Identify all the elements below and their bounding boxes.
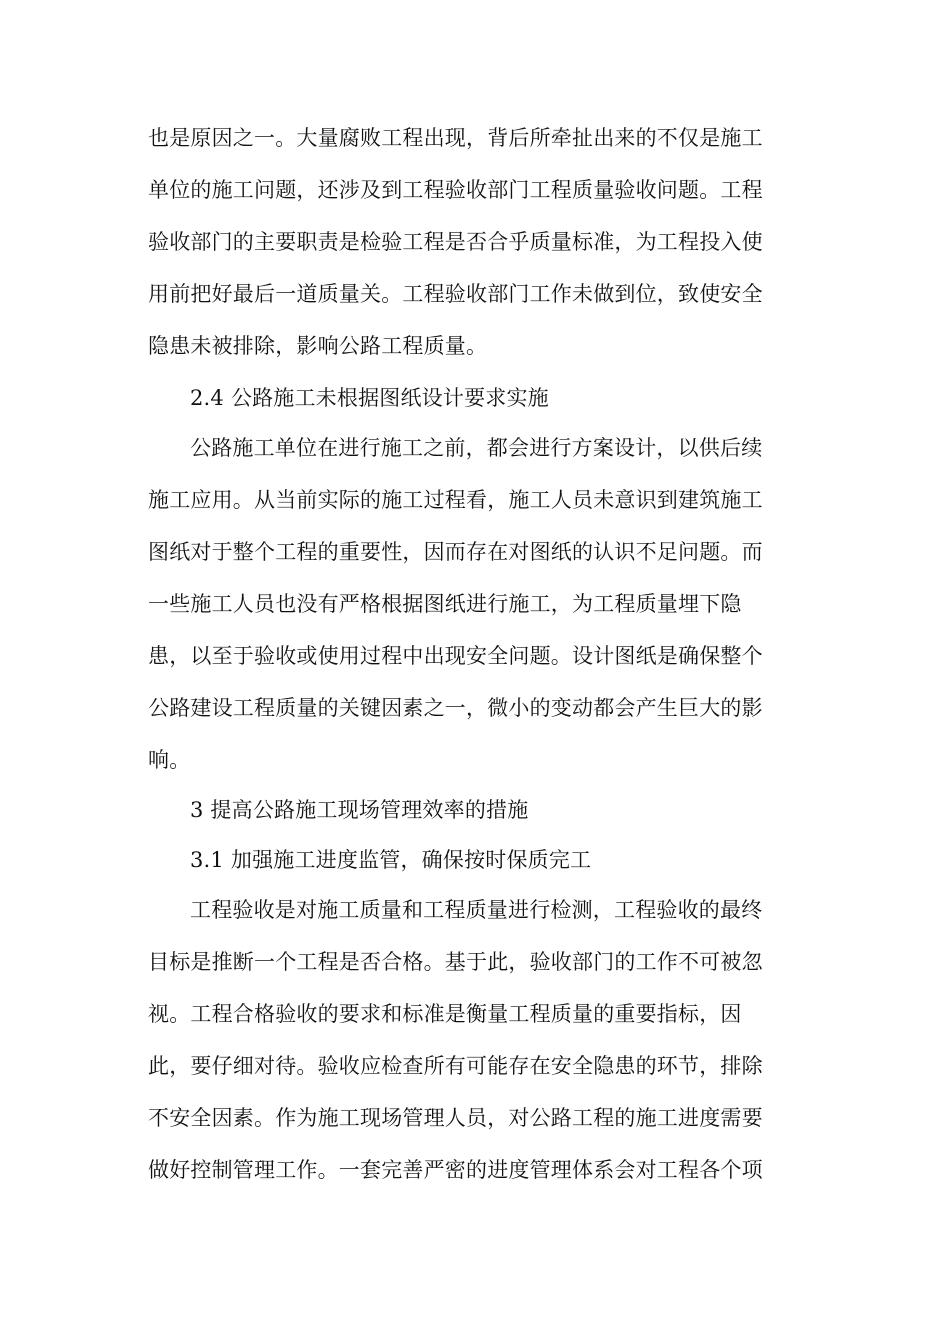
text-line: 图纸对于整个工程的重要性，因而存在对图纸的认识不足问题。而: [148, 540, 763, 564]
text-line: 一些施工人员也没有严格根据图纸进行施工，为工程质量埋下隐: [148, 592, 742, 616]
subsection-heading: 3.1 加强施工进度监管，确保按时保质完工: [190, 848, 592, 872]
section-heading: 2.4 公路施工未根据图纸设计要求实施: [190, 386, 549, 410]
text-line: 目标是推断一个工程是否合格。基于此，验收部门的工作不可被忽: [148, 950, 763, 974]
text-line: 也是原因之一。大量腐败工程出现，背后所牵扯出来的不仅是施工: [148, 126, 763, 150]
text-line: 用前把好最后一道质量关。工程验收部门工作未做到位，致使安全: [148, 282, 763, 306]
text-line: 做好控制管理工作。一套完善严密的进度管理体系会对工程各个项: [148, 1158, 763, 1182]
text-line: 公路建设工程质量的关键因素之一，微小的变动都会产生巨大的影: [148, 696, 763, 720]
text-line: 视。工程合格验收的要求和标准是衡量工程质量的重要指标，因: [148, 1002, 742, 1026]
text-line: 此，要仔细对待。验收应检查所有可能存在安全隐患的环节，排除: [148, 1054, 763, 1078]
text-line: 响。: [148, 748, 191, 772]
text-line: 患，以至于验收或使用过程中出现安全问题。设计图纸是确保整个: [148, 644, 763, 668]
paragraph-first-line: 公路施工单位在进行施工之前，都会进行方案设计，以供后续: [190, 436, 763, 460]
text-line: 隐患未被排除，影响公路工程质量。: [148, 334, 488, 358]
text-line: 验收部门的主要职责是检验工程是否合乎质量标准，为工程投入使: [148, 230, 763, 254]
text-line: 不安全因素。作为施工现场管理人员，对公路工程的施工进度需要: [148, 1106, 763, 1130]
text-line: 施工应用。从当前实际的施工过程看，施工人员未意识到建筑施工: [148, 488, 763, 512]
paragraph-first-line: 工程验收是对施工质量和工程质量进行检测，工程验收的最终: [190, 898, 763, 922]
text-line: 单位的施工问题，还涉及到工程验收部门工程质量验收问题。工程: [148, 178, 763, 202]
section-heading: 3 提高公路施工现场管理效率的措施: [190, 798, 529, 822]
